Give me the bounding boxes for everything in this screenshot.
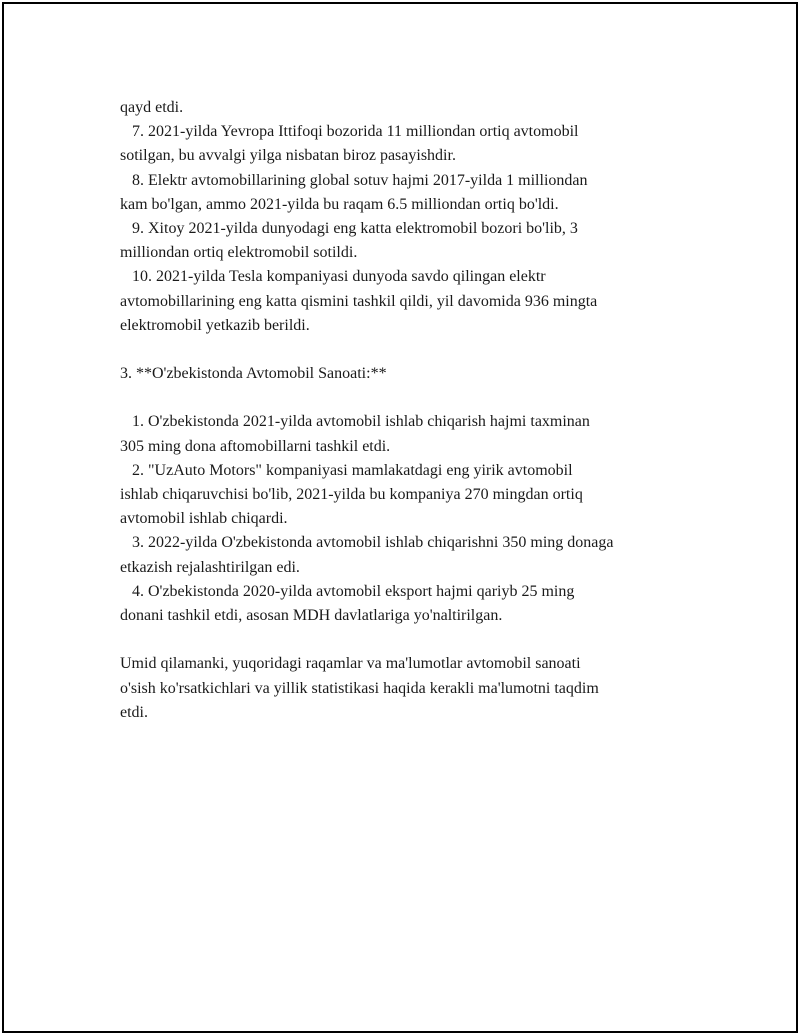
closing-paragraph [120,652,700,725]
text-line: milliondan ortiq elektromobil sotildi. [120,244,358,262]
uzbekistan-industry-list [120,410,700,628]
document-body [120,96,700,725]
text-line: ishlab chiqaruvchisi bo'lib, 2021-yilda bu kompaniya 270 mingdan ortiq [120,486,583,503]
text-line: donani tashkil etdi, asosan MDH davlatlariga yo'naltirilgan. [120,606,503,624]
statistics-list-continued [120,96,700,338]
list-item-7: 7. 2021-yilda Yevropa Ittifoqi bozorida 11 milliondan ortiq avtomobil [120,123,579,141]
document-page [2,2,798,1033]
list-item-2: 2. "UzAuto Motors" kompaniyasi mamlakatdagi eng yirik avtomobil [120,461,573,479]
text-line: Umid qilamanki, yuqoridagi raqamlar va ma'lumotlar avtomobil sanoati [120,655,581,673]
list-item-8: 8. Elektr avtomobillarining global sotuv hajmi 2017-yilda 1 milliondan [120,171,588,189]
list-item-1: 1. O'zbekistonda 2021-yilda avtomobil ishlab chiqarish hajmi taxminan [120,413,590,431]
text-line: o'sish ko'rsatkichlari va yillik statistikasi haqida kerakli ma'lumotni taqdim [120,679,599,697]
text-line: etdi. [120,703,148,721]
paragraph-gap [120,338,700,362]
list-item-4: 4. O'zbekistonda 2020-yilda avtomobil eksport hajmi qariyb 25 ming [120,582,575,600]
text-line: etkazish rejalashtirilgan edi. [120,558,300,576]
text-line: kam bo'lgan, ammo 2021-yilda bu raqam 6.5 milliondan ortiq bo'ldi. [120,195,559,213]
text-line: qayd etdi. [120,99,184,116]
list-item-10: 10. 2021-yilda Tesla kompaniyasi dunyoda savdo qilingan elektr [120,268,546,286]
text-line: sotilgan, bu avvalgi yilga nisbatan biroz pasayishdir. [120,147,456,165]
paragraph-gap [120,386,700,410]
text-line: avtomobil ishlab chiqardi. [120,510,288,528]
text-line: 305 ming dona aftomobillarni tashkil etdi. [120,437,391,455]
text-line: avtomobillarining eng katta qismini tashkil qildi, yil davomida 936 mingta [120,292,598,310]
text-line: elektromobil yetkazib berildi. [120,316,310,334]
paragraph-gap [120,628,700,652]
section-heading: 3. **O'zbekistonda Avtomobil Sanoati:** [120,365,387,383]
list-item-3: 3. 2022-yilda O'zbekistonda avtomobil ishlab chiqarishni 350 ming donaga [120,534,614,552]
list-item-9: 9. Xitoy 2021-yilda dunyodagi eng katta elektromobil bozori bo'lib, 3 [120,219,578,237]
